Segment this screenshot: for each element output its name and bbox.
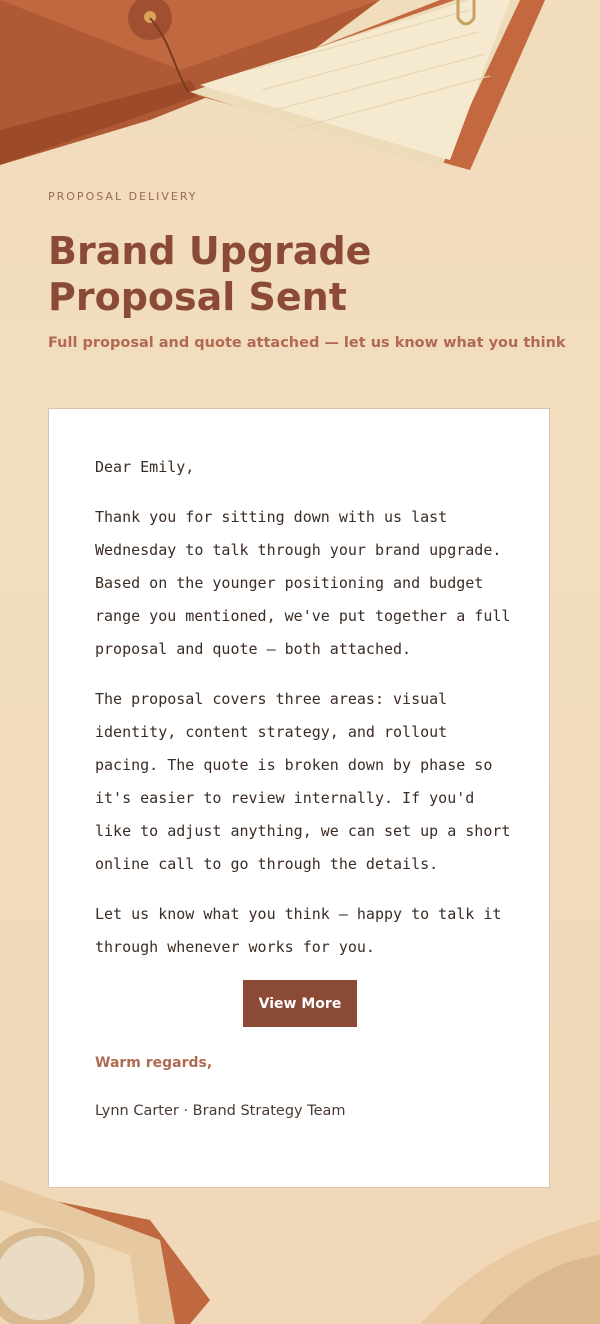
eyebrow-label: PROPOSAL DELIVERY [48,190,198,203]
view-more-button[interactable]: View More [243,980,357,1027]
page-subtitle: Full proposal and quote attached — let us know what you think [48,335,566,351]
paragraph-1: Thank you for sitting down with us last Wednesday to talk through your brand upgrade. Based on the younger positioning and budget range you mentioned, we've put together a full proposal and quote — both attached. [95,508,511,658]
stationery-decoration-bottom [0,1160,600,1324]
greeting: Dear Emily, [95,458,195,476]
stationery-decoration-top [0,0,600,190]
letter-card [48,408,550,1188]
signoff: Warm regards, [95,1055,213,1071]
letter-body [95,455,511,981]
signature: Lynn Carter · Brand Strategy Team [95,1103,346,1119]
paragraph-3: Let us know what you think — happy to talk it through whenever works for you. [95,905,502,956]
paragraph-2: The proposal covers three areas: visual identity, content strategy, and rollout pacing. The quote is broken down by phase so it's easier to review internally. If you'd like to adjust anything, we can set up a short online call to go through the details. [95,690,511,873]
page-title: Brand Upgrade Proposal Sent [48,229,372,319]
